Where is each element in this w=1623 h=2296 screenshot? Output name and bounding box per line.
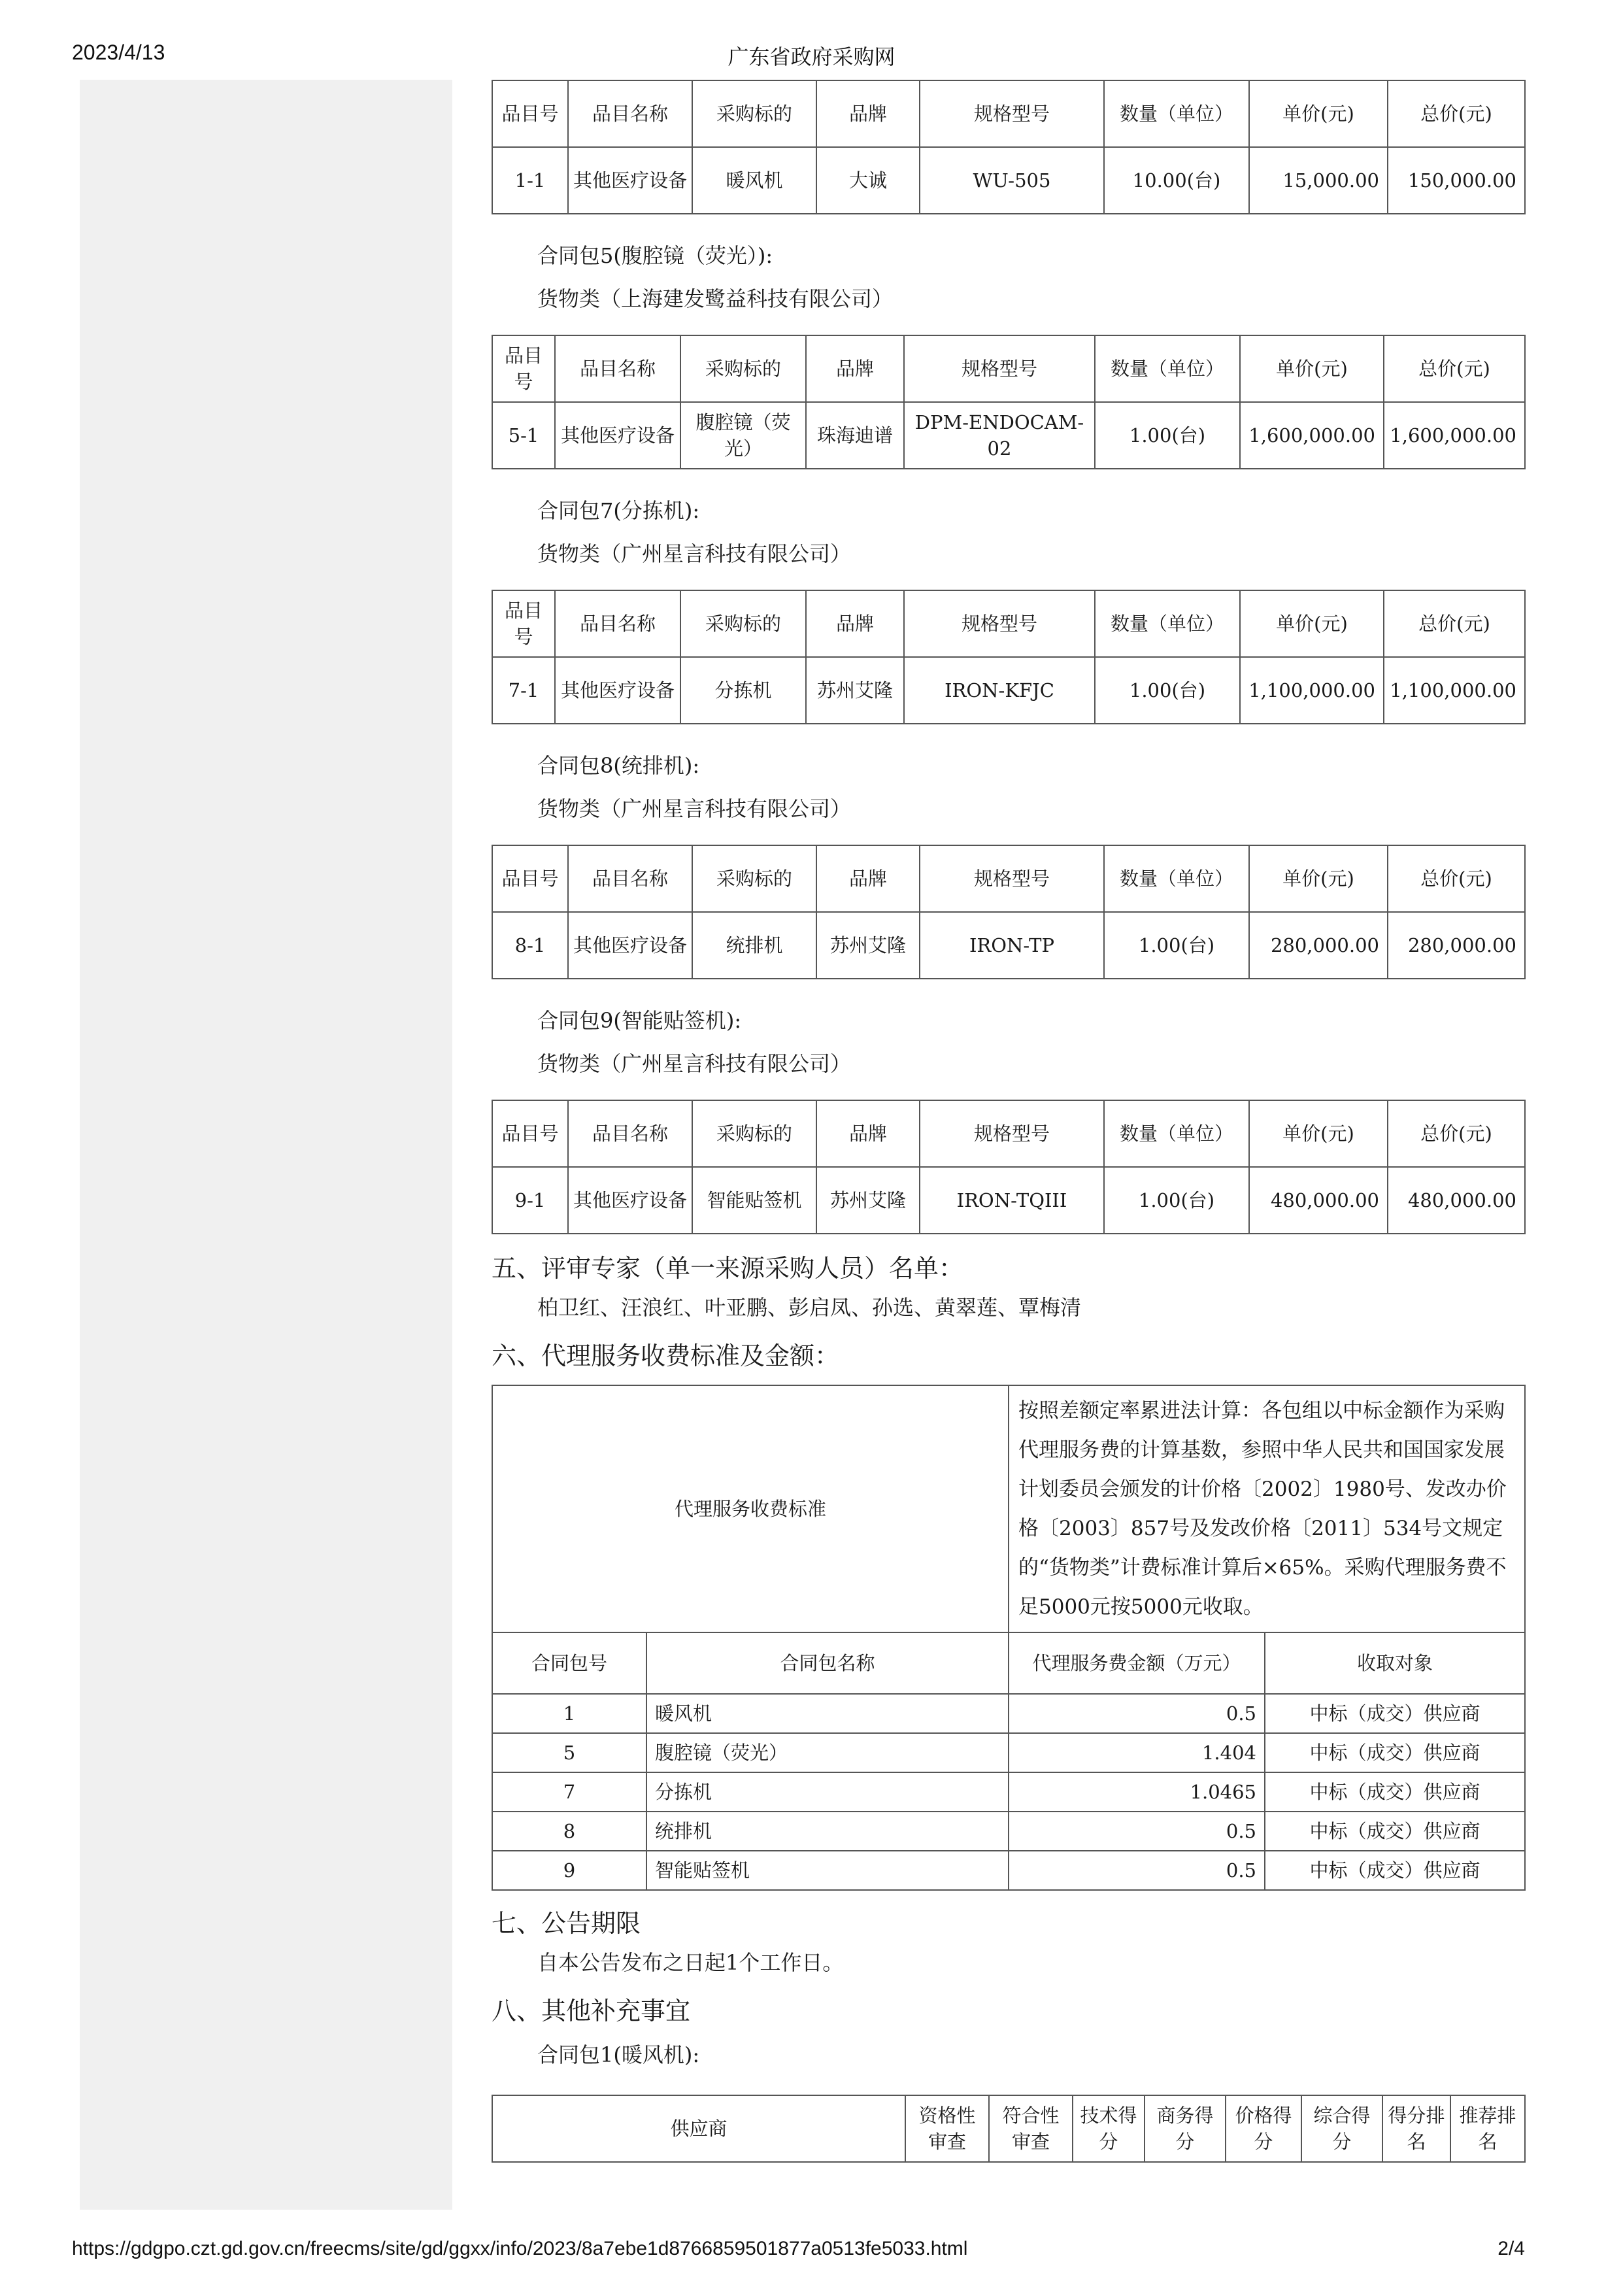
cell: 480,000.00	[1388, 1167, 1525, 1234]
th-brand: 品牌	[806, 590, 904, 657]
cell: 苏州艾隆	[816, 1167, 920, 1234]
cell: 其他医疗设备	[568, 147, 692, 214]
th-unit-price: 单价(元)	[1249, 80, 1388, 147]
cell: 其他医疗设备	[555, 402, 680, 469]
package-supplier: 货物类（广州星言科技有限公司）	[537, 541, 852, 566]
fee-standard-table	[492, 1385, 1526, 1891]
cell: 8-1	[492, 912, 568, 979]
item-table-pkg1	[492, 80, 1526, 214]
th-compliance: 符合性审查	[989, 2095, 1073, 2162]
th-payer: 收取对象	[1265, 1632, 1525, 1694]
site-title: 广东省政府采购网	[728, 44, 895, 69]
page-number: 2/4	[1498, 2238, 1525, 2259]
cell: 分拣机	[646, 1772, 1009, 1812]
table-row	[492, 1694, 1525, 1733]
table-row	[492, 1812, 1525, 1851]
cell: DPM-ENDOCAM-02	[904, 402, 1095, 469]
cell: 其他医疗设备	[568, 1167, 692, 1234]
cell: 统排机	[692, 912, 816, 979]
cell: 10.00(台)	[1104, 147, 1249, 214]
cell: 暖风机	[646, 1694, 1009, 1733]
th-model: 规格型号	[920, 80, 1104, 147]
cell: 1.00(台)	[1104, 912, 1249, 979]
fee-standard-label: 代理服务收费标准	[492, 1385, 1009, 1632]
cell: 暖风机	[692, 147, 816, 214]
left-sidebar	[80, 80, 452, 2210]
th-model: 规格型号	[904, 590, 1095, 657]
cell: 智能贴签机	[692, 1167, 816, 1234]
cell: 1.00(台)	[1095, 657, 1240, 724]
th-recommend-rank: 推荐排名	[1450, 2095, 1525, 2162]
th-total-price: 总价(元)	[1384, 590, 1525, 657]
th-item-no: 品目号	[492, 590, 555, 657]
cell: 珠海迪谱	[806, 402, 904, 469]
cell: 1.404	[1009, 1733, 1265, 1772]
th-item-name: 品目名称	[568, 845, 692, 912]
table-row	[492, 1733, 1525, 1772]
cell: 1.00(台)	[1104, 1167, 1249, 1234]
cell: IRON-TP	[920, 912, 1104, 979]
section-title: 六、代理服务收费标准及金额：	[492, 1342, 840, 1370]
cell: IRON-TQIII	[920, 1167, 1104, 1234]
th-unit-price: 单价(元)	[1240, 335, 1384, 402]
package-title: 合同包9(智能贴签机):	[537, 1008, 742, 1033]
th-item-name: 品目名称	[568, 80, 692, 147]
cell: 分拣机	[680, 657, 806, 724]
package-supplier: 货物类（广州星言科技有限公司）	[537, 1051, 852, 1076]
cell: 1.0465	[1009, 1772, 1265, 1812]
cell: 腹腔镜（荧光）	[646, 1733, 1009, 1772]
th-score-rank: 得分排名	[1382, 2095, 1450, 2162]
cell: 9	[492, 1851, 646, 1890]
cell: 0.5	[1009, 1851, 1265, 1890]
th-target: 采购标的	[692, 1100, 816, 1167]
cell: 苏州艾隆	[816, 912, 920, 979]
table-row	[492, 1772, 1525, 1812]
th-brand: 品牌	[816, 845, 920, 912]
th-item-name: 品目名称	[568, 1100, 692, 1167]
print-date: 2023/4/13	[72, 41, 165, 64]
cell: 1,600,000.00	[1240, 402, 1384, 469]
th-target: 采购标的	[692, 80, 816, 147]
cell: 1,600,000.00	[1384, 402, 1525, 469]
th-unit-price: 单价(元)	[1249, 845, 1388, 912]
notice-period-text: 自本公告发布之日起1个工作日。	[537, 1950, 844, 1975]
item-table-pkg9	[492, 1100, 1526, 1234]
th-item-no: 品目号	[492, 80, 568, 147]
th-qty: 数量（单位）	[1104, 845, 1249, 912]
th-total-price: 总价(元)	[1388, 1100, 1525, 1167]
cell: 1.00(台)	[1095, 402, 1240, 469]
th-total-score: 综合得分	[1301, 2095, 1382, 2162]
table-row	[492, 1851, 1525, 1890]
cell: 智能贴签机	[646, 1851, 1009, 1890]
cell: 1	[492, 1694, 646, 1733]
th-model: 规格型号	[904, 335, 1095, 402]
th-qty: 数量（单位）	[1095, 590, 1240, 657]
th-item-name: 品目名称	[555, 590, 680, 657]
cell: 150,000.00	[1388, 147, 1525, 214]
th-target: 采购标的	[680, 335, 806, 402]
document-content	[492, 80, 1524, 2163]
table-row	[492, 402, 1525, 469]
table-row	[492, 657, 1525, 724]
cell: 480,000.00	[1249, 1167, 1388, 1234]
cell: 15,000.00	[1249, 147, 1388, 214]
cell: 苏州艾隆	[806, 657, 904, 724]
cell: 7	[492, 1772, 646, 1812]
package-title: 合同包8(统排机):	[537, 753, 700, 778]
th-unit-price: 单价(元)	[1249, 1100, 1388, 1167]
th-item-name: 品目名称	[555, 335, 680, 402]
cell: 腹腔镜（荧光）	[680, 402, 806, 469]
cell: 中标（成交）供应商	[1265, 1694, 1525, 1733]
th-brand: 品牌	[816, 1100, 920, 1167]
cell: 7-1	[492, 657, 555, 724]
package-title: 合同包5(腹腔镜（荧光）):	[537, 243, 773, 268]
th-target: 采购标的	[692, 845, 816, 912]
th-item-no: 品目号	[492, 845, 568, 912]
cell: 8	[492, 1812, 646, 1851]
th-fee-amount: 代理服务费金额（万元）	[1009, 1632, 1265, 1694]
item-table-pkg8	[492, 845, 1526, 979]
th-item-no: 品目号	[492, 335, 555, 402]
item-table-pkg5	[492, 335, 1526, 469]
cell: 统排机	[646, 1812, 1009, 1851]
cell: 280,000.00	[1388, 912, 1525, 979]
package-supplier: 货物类（广州星言科技有限公司）	[537, 796, 852, 821]
table-row	[492, 1167, 1525, 1234]
th-total-price: 总价(元)	[1388, 80, 1525, 147]
th-brand: 品牌	[816, 80, 920, 147]
cell: 其他医疗设备	[568, 912, 692, 979]
cell: 0.5	[1009, 1812, 1265, 1851]
th-qty: 数量（单位）	[1095, 335, 1240, 402]
item-table-pkg7	[492, 590, 1526, 724]
package-title: 合同包7(分拣机):	[537, 498, 700, 523]
cell: WU-505	[920, 147, 1104, 214]
th-model: 规格型号	[920, 845, 1104, 912]
table-row	[492, 912, 1525, 979]
th-brand: 品牌	[806, 335, 904, 402]
table-row	[492, 147, 1525, 214]
cell: 其他医疗设备	[555, 657, 680, 724]
package-title: 合同包1(暖风机):	[537, 2042, 700, 2067]
th-model: 规格型号	[920, 1100, 1104, 1167]
cell: 中标（成交）供应商	[1265, 1733, 1525, 1772]
cell: IRON-KFJC	[904, 657, 1095, 724]
th-item-no: 品目号	[492, 1100, 568, 1167]
th-qty: 数量（单位）	[1104, 80, 1249, 147]
th-target: 采购标的	[680, 590, 806, 657]
cell: 1,100,000.00	[1384, 657, 1525, 724]
cell: 280,000.00	[1249, 912, 1388, 979]
th-qualification: 资格性审查	[905, 2095, 989, 2162]
cell: 大诚	[816, 147, 920, 214]
package-supplier: 货物类（上海建发鹭益科技有限公司）	[537, 286, 894, 311]
expert-names: 柏卫红、汪浪红、叶亚鹏、彭启凤、孙选、黄翠莲、覃梅清	[537, 1295, 1082, 1320]
th-supplier: 供应商	[492, 2095, 905, 2162]
section-title: 八、其他补充事宜	[492, 1997, 691, 2025]
cell: 1-1	[492, 147, 568, 214]
cell: 中标（成交）供应商	[1265, 1812, 1525, 1851]
section-title: 七、公告期限	[492, 1909, 641, 1938]
cell: 5	[492, 1733, 646, 1772]
th-unit-price: 单价(元)	[1240, 590, 1384, 657]
page-url: https://gdgpo.czt.gd.gov.cn/freecms/site/gd/ggxx/info/2023/8a7ebe1d8766859501877a0513fe5033.html	[72, 2238, 968, 2259]
cell: 9-1	[492, 1167, 568, 1234]
th-qty: 数量（单位）	[1104, 1100, 1249, 1167]
th-package-name: 合同包名称	[646, 1632, 1009, 1694]
cell: 5-1	[492, 402, 555, 469]
section-title: 五、评审专家（单一来源采购人员）名单：	[492, 1254, 964, 1283]
cell: 0.5	[1009, 1694, 1265, 1733]
cell: 1,100,000.00	[1240, 657, 1384, 724]
th-tech-score: 技术得分	[1073, 2095, 1145, 2162]
cell: 中标（成交）供应商	[1265, 1772, 1525, 1812]
fee-standard-text: 按照差额定率累进法计算：各包组以中标金额作为采购代理服务费的计算基数，参照中华人民共和国国家发展计划委员会颁发的计价格〔2002〕1980号、发改办价格〔2003〕857号及发改价格〔2011〕534号文规定的“货物类”计费标准计算后×65%。采购代理服务费不足5000元按5000元收取。	[1009, 1385, 1525, 1632]
th-business-score: 商务得分	[1145, 2095, 1226, 2162]
th-total-price: 总价(元)	[1388, 845, 1525, 912]
th-package-no: 合同包号	[492, 1632, 646, 1694]
cell: 中标（成交）供应商	[1265, 1851, 1525, 1890]
th-total-price: 总价(元)	[1384, 335, 1525, 402]
score-table-pkg1	[492, 2095, 1526, 2163]
th-price-score: 价格得分	[1226, 2095, 1301, 2162]
